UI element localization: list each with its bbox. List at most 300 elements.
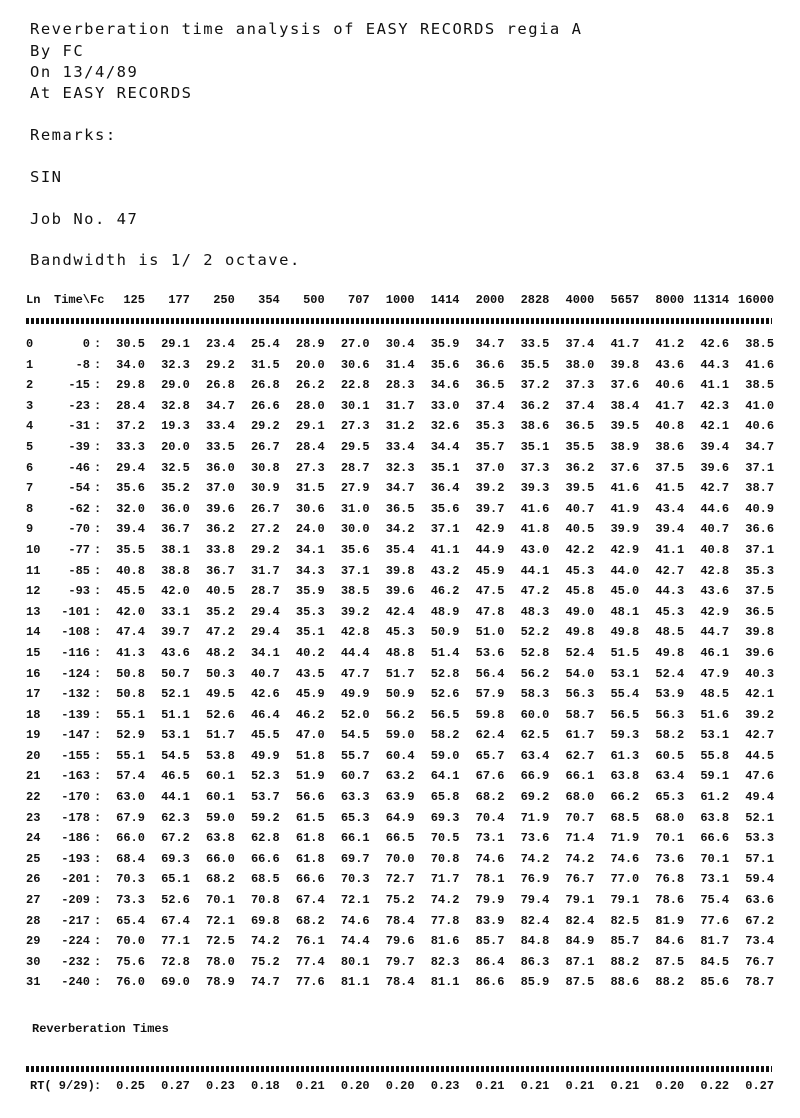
- level-cell: 43.6: [700, 584, 730, 599]
- level-cell: 47.5: [475, 584, 505, 599]
- level-cell: 30.6: [295, 501, 325, 516]
- time-value: -232: [61, 954, 90, 969]
- level-cell: 63.0: [116, 790, 145, 805]
- level-cell: 69.3: [430, 810, 460, 825]
- level-cell: 66.6: [295, 872, 325, 887]
- row-separator: :: [94, 584, 102, 599]
- level-cell: 37.0: [206, 481, 235, 496]
- rt-row-label: RT( 9/29): [30, 1079, 95, 1093]
- level-cell: 41.9: [610, 501, 640, 516]
- level-cell: 56.4: [475, 666, 505, 681]
- level-cell: 35.2: [206, 604, 235, 619]
- level-cell: 81.9: [655, 913, 685, 928]
- level-cell: 37.6: [610, 378, 640, 393]
- level-cell: 70.1: [206, 893, 235, 908]
- table-row: [26, 602, 774, 623]
- rt-values: [100, 1076, 774, 1097]
- level-cell: 31.7: [250, 563, 280, 578]
- row-separator: :: [94, 645, 102, 660]
- level-cell: 58.7: [565, 707, 595, 722]
- level-cell: 66.9: [520, 769, 550, 784]
- level-cell: 30.5: [116, 337, 145, 351]
- level-cell: 36.7: [206, 563, 235, 578]
- level-cell: 37.4: [565, 398, 595, 413]
- level-cell: 43.4: [655, 501, 685, 516]
- level-cell: 82.3: [430, 954, 460, 969]
- level-cell: 28.3: [385, 378, 415, 393]
- rt-value: 0.20: [655, 1079, 685, 1093]
- level-cell: 63.8: [206, 831, 235, 846]
- level-cell: 26.7: [250, 439, 280, 454]
- level-cell: 35.9: [295, 584, 325, 599]
- level-cell: 48.8: [385, 645, 415, 660]
- level-cell: 52.2: [520, 625, 550, 640]
- level-cell: 42.6: [250, 687, 280, 702]
- level-cell: 34.1: [295, 542, 325, 557]
- level-cell: 59.8: [475, 707, 505, 722]
- level-cell: 45.3: [655, 604, 685, 619]
- level-cell: 39.4: [116, 522, 145, 537]
- level-cell: 29.4: [250, 604, 280, 619]
- level-cell: 65.3: [340, 810, 370, 825]
- level-cell: 33.5: [206, 439, 235, 454]
- row-separator: :: [94, 872, 102, 887]
- level-cell: 47.6: [745, 769, 775, 784]
- level-cell: 37.1: [745, 542, 775, 557]
- level-cell: 72.1: [340, 893, 370, 908]
- line-number: 3: [26, 398, 34, 413]
- level-cell: 43.2: [430, 563, 460, 578]
- level-cell: 48.2: [206, 645, 235, 660]
- level-cell: 37.1: [340, 563, 370, 578]
- level-cell: 35.5: [565, 439, 595, 454]
- level-cell: 36.5: [745, 604, 775, 619]
- row-separator: :: [94, 419, 102, 434]
- level-cell: 73.6: [655, 851, 685, 866]
- level-cell: 45.5: [250, 728, 280, 743]
- level-cell: 67.4: [295, 893, 325, 908]
- level-cell: 67.4: [161, 913, 190, 928]
- level-cell: 81.7: [700, 934, 730, 949]
- decay-data-table: [26, 334, 774, 993]
- time-value: -124: [61, 666, 90, 681]
- line-number: 4: [26, 419, 34, 434]
- level-cell: 55.1: [116, 707, 145, 722]
- line-number: 27: [26, 893, 41, 908]
- col-header-frequency: 4000: [565, 293, 595, 307]
- table-row: [26, 458, 774, 479]
- rt-value: 0.20: [340, 1079, 370, 1093]
- table-row: [26, 890, 774, 911]
- line-number: 0: [26, 337, 34, 351]
- level-cell: 28.7: [340, 460, 370, 475]
- line-number: 23: [26, 810, 41, 825]
- level-cell: 29.0: [161, 378, 190, 393]
- level-cell: 56.3: [565, 687, 595, 702]
- level-cell: 45.9: [295, 687, 325, 702]
- row-separator: :: [94, 790, 102, 805]
- row-separator: :: [94, 975, 102, 990]
- level-cell: 55.1: [116, 748, 145, 763]
- line-number: 25: [26, 851, 41, 866]
- level-cell: 46.4: [250, 707, 280, 722]
- level-cell: 37.3: [565, 378, 595, 393]
- table-row: [26, 396, 774, 417]
- level-cell: 56.2: [385, 707, 415, 722]
- level-cell: 32.5: [161, 460, 190, 475]
- table-row: [26, 561, 774, 582]
- rt-value: 0.21: [295, 1079, 325, 1093]
- level-cell: 80.1: [340, 954, 370, 969]
- line-number: 7: [26, 481, 34, 496]
- rt-value: 0.27: [745, 1079, 775, 1093]
- level-cell: 40.6: [655, 378, 685, 393]
- level-cell: 47.9: [700, 666, 730, 681]
- level-cell: 77.6: [295, 975, 325, 990]
- level-cell: 44.5: [745, 748, 775, 763]
- line-number: 16: [26, 666, 41, 681]
- line-number: 14: [26, 625, 41, 640]
- table-row: [26, 355, 774, 376]
- level-cell: 61.8: [295, 851, 325, 866]
- level-cell: 32.6: [430, 419, 460, 434]
- level-cell: 33.5: [520, 337, 550, 351]
- level-cell: 59.4: [745, 872, 775, 887]
- level-cell: 50.9: [430, 625, 460, 640]
- time-value: -132: [61, 687, 90, 702]
- level-cell: 39.4: [655, 522, 685, 537]
- level-cell: 68.0: [655, 810, 685, 825]
- level-cell: 42.0: [116, 604, 145, 619]
- rt-value: 0.22: [700, 1079, 730, 1093]
- level-cell: 36.0: [206, 460, 235, 475]
- level-cell: 68.5: [250, 872, 280, 887]
- level-cell: 31.5: [295, 481, 325, 496]
- level-cell: 52.9: [116, 728, 145, 743]
- level-cell: 70.3: [340, 872, 370, 887]
- level-cell: 41.0: [745, 398, 775, 413]
- level-cell: 37.4: [475, 398, 505, 413]
- level-cell: 49.8: [655, 645, 685, 660]
- time-value: -39: [68, 439, 90, 454]
- level-cell: 56.2: [520, 666, 550, 681]
- level-cell: 86.3: [520, 954, 550, 969]
- level-cell: 66.2: [610, 790, 640, 805]
- level-cell: 36.7: [161, 522, 190, 537]
- level-cell: 82.4: [520, 913, 550, 928]
- row-separator: :: [94, 666, 102, 681]
- level-cell: 49.0: [565, 604, 595, 619]
- level-cell: 68.4: [116, 851, 145, 866]
- level-cell: 84.5: [700, 954, 730, 969]
- bandwidth-line: Bandwidth is 1/ 2 octave.: [30, 251, 301, 269]
- level-cell: 37.3: [520, 460, 550, 475]
- time-value: -85: [68, 563, 90, 578]
- rt-value: 0.21: [475, 1079, 505, 1093]
- level-cell: 65.3: [655, 790, 685, 805]
- level-cell: 78.7: [745, 975, 775, 990]
- row-separator: :: [94, 893, 102, 908]
- level-cell: 70.8: [430, 851, 460, 866]
- level-cell: 62.5: [520, 728, 550, 743]
- level-cell: 76.1: [295, 934, 325, 949]
- level-cell: 45.8: [565, 584, 595, 599]
- level-cell: 44.3: [700, 357, 730, 372]
- level-cell: 40.2: [295, 645, 325, 660]
- level-cell: 27.0: [340, 337, 370, 351]
- level-cell: 47.2: [206, 625, 235, 640]
- level-cell: 61.5: [295, 810, 325, 825]
- level-cell: 60.5: [655, 748, 685, 763]
- level-cell: 44.7: [700, 625, 730, 640]
- level-cell: 38.5: [340, 584, 370, 599]
- level-cell: 35.3: [745, 563, 775, 578]
- level-cell: 39.8: [385, 563, 415, 578]
- row-separator: :: [94, 810, 102, 825]
- level-cell: 43.6: [161, 645, 190, 660]
- level-cell: 44.9: [475, 542, 505, 557]
- level-cell: 56.6: [295, 790, 325, 805]
- level-cell: 49.9: [250, 748, 280, 763]
- level-cell: 35.6: [340, 542, 370, 557]
- level-cell: 51.6: [700, 707, 730, 722]
- level-cell: 39.7: [475, 501, 505, 516]
- rt-value: 0.21: [610, 1079, 640, 1093]
- level-cell: 25.4: [250, 337, 280, 351]
- level-cell: 26.2: [295, 378, 325, 393]
- level-cell: 66.6: [700, 831, 730, 846]
- table-row: [26, 478, 774, 499]
- level-cell: 64.9: [385, 810, 415, 825]
- level-cell: 35.3: [295, 604, 325, 619]
- line-number: 8: [26, 501, 34, 516]
- line-number: 21: [26, 769, 41, 784]
- level-cell: 30.0: [340, 522, 370, 537]
- level-cell: 35.5: [520, 357, 550, 372]
- row-separator: :: [94, 501, 102, 516]
- level-cell: 65.1: [161, 872, 190, 887]
- level-cell: 38.0: [565, 357, 595, 372]
- level-cell: 39.3: [520, 481, 550, 496]
- level-cell: 39.2: [475, 481, 505, 496]
- level-cell: 34.7: [385, 481, 415, 496]
- line-number: 11: [26, 563, 41, 578]
- line-number: 17: [26, 687, 41, 702]
- line-number: 10: [26, 542, 41, 557]
- level-cell: 38.1: [161, 542, 190, 557]
- time-value: -62: [68, 501, 90, 516]
- level-cell: 38.7: [745, 481, 775, 496]
- rt-value: 0.18: [250, 1079, 280, 1093]
- level-cell: 61.7: [565, 728, 595, 743]
- level-cell: 53.1: [700, 728, 730, 743]
- level-cell: 87.5: [565, 975, 595, 990]
- level-cell: 61.2: [700, 790, 730, 805]
- table-row: [26, 375, 774, 396]
- level-cell: 75.6: [116, 954, 145, 969]
- level-cell: 41.5: [655, 481, 685, 496]
- rt-value: 0.21: [565, 1079, 595, 1093]
- level-cell: 44.6: [700, 501, 730, 516]
- rt-rule: [26, 1066, 772, 1072]
- level-cell: 71.9: [610, 831, 640, 846]
- level-cell: 78.6: [655, 893, 685, 908]
- level-cell: 51.4: [430, 645, 460, 660]
- level-cell: 38.5: [745, 337, 775, 351]
- level-cell: 35.6: [116, 481, 145, 496]
- level-cell: 27.9: [340, 481, 370, 496]
- time-value: -139: [61, 707, 90, 722]
- level-cell: 70.0: [385, 851, 415, 866]
- table-row: [26, 766, 774, 787]
- level-cell: 67.6: [475, 769, 505, 784]
- level-cell: 32.3: [385, 460, 415, 475]
- col-header-frequency: 16000: [738, 293, 775, 307]
- table-row: [26, 622, 774, 643]
- level-cell: 73.1: [700, 872, 730, 887]
- row-separator: :: [94, 398, 102, 413]
- table-row: [26, 746, 774, 767]
- row-separator: :: [94, 913, 102, 928]
- level-cell: 33.4: [206, 419, 235, 434]
- time-value: -77: [68, 542, 90, 557]
- level-cell: 35.1: [520, 439, 550, 454]
- level-cell: 42.6: [700, 337, 730, 351]
- level-cell: 57.1: [745, 851, 775, 866]
- level-cell: 70.5: [430, 831, 460, 846]
- level-cell: 65.4: [116, 913, 145, 928]
- level-cell: 52.4: [655, 666, 685, 681]
- level-cell: 38.6: [520, 419, 550, 434]
- level-cell: 67.9: [116, 810, 145, 825]
- level-cell: 55.7: [340, 748, 370, 763]
- time-value: -93: [68, 584, 90, 599]
- level-cell: 68.0: [565, 790, 595, 805]
- level-cell: 42.3: [700, 398, 730, 413]
- level-cell: 88.2: [610, 954, 640, 969]
- level-cell: 31.4: [385, 357, 415, 372]
- level-cell: 53.8: [206, 748, 235, 763]
- level-cell: 62.4: [475, 728, 505, 743]
- level-cell: 68.2: [475, 790, 505, 805]
- row-separator: :: [94, 542, 102, 557]
- rt-value: 0.21: [520, 1079, 550, 1093]
- level-cell: 28.4: [116, 398, 145, 413]
- level-cell: 42.9: [700, 604, 730, 619]
- level-cell: 27.3: [340, 419, 370, 434]
- level-cell: 84.8: [520, 934, 550, 949]
- level-cell: 63.6: [745, 893, 775, 908]
- level-cell: 35.7: [475, 439, 505, 454]
- level-cell: 66.5: [385, 831, 415, 846]
- col-header-frequency: 2000: [475, 293, 505, 307]
- level-cell: 51.8: [295, 748, 325, 763]
- level-cell: 70.1: [700, 851, 730, 866]
- level-cell: 49.4: [745, 790, 775, 805]
- row-separator: :: [94, 728, 102, 743]
- level-cell: 48.5: [700, 687, 730, 702]
- level-cell: 38.8: [161, 563, 190, 578]
- level-cell: 50.7: [161, 666, 190, 681]
- level-cell: 52.6: [430, 687, 460, 702]
- level-cell: 41.1: [700, 378, 730, 393]
- level-cell: 79.4: [520, 893, 550, 908]
- level-cell: 40.8: [700, 542, 730, 557]
- level-cell: 69.0: [161, 975, 190, 990]
- level-cell: 52.4: [565, 645, 595, 660]
- time-value: -240: [61, 975, 90, 990]
- level-cell: 34.1: [250, 645, 280, 660]
- level-cell: 66.6: [250, 851, 280, 866]
- remarks-label: Remarks:: [30, 126, 117, 144]
- level-cell: 29.8: [116, 378, 145, 393]
- level-cell: 85.7: [475, 934, 505, 949]
- level-cell: 69.8: [250, 913, 280, 928]
- level-cell: 46.2: [295, 707, 325, 722]
- line-number: 31: [26, 975, 41, 990]
- reverberation-times-label: Reverberation Times: [32, 1022, 169, 1036]
- level-cell: 76.0: [116, 975, 145, 990]
- level-cell: 42.9: [475, 522, 505, 537]
- level-cell: 70.4: [475, 810, 505, 825]
- location-line: At EASY RECORDS: [30, 84, 193, 102]
- level-cell: 88.6: [610, 975, 640, 990]
- level-cell: 42.0: [161, 584, 190, 599]
- level-cell: 82.5: [610, 913, 640, 928]
- level-cell: 81.6: [430, 934, 460, 949]
- row-separator: :: [94, 439, 102, 454]
- level-cell: 43.5: [295, 666, 325, 681]
- rt-row: [26, 1076, 774, 1097]
- frequency-headers: [100, 290, 774, 311]
- date-line: On 13/4/89: [30, 63, 139, 81]
- level-cell: 60.1: [206, 790, 235, 805]
- level-cell: 75.4: [700, 893, 730, 908]
- level-cell: 51.7: [385, 666, 415, 681]
- level-cell: 71.4: [565, 831, 595, 846]
- level-cell: 26.7: [250, 501, 280, 516]
- time-value: -193: [61, 851, 90, 866]
- level-cell: 57.4: [116, 769, 145, 784]
- level-cell: 67.2: [161, 831, 190, 846]
- level-cell: 50.3: [206, 666, 235, 681]
- level-cell: 37.0: [475, 460, 505, 475]
- level-cell: 31.0: [340, 501, 370, 516]
- level-cell: 49.8: [565, 625, 595, 640]
- level-cell: 66.1: [565, 769, 595, 784]
- level-cell: 39.2: [340, 604, 370, 619]
- level-cell: 77.6: [700, 913, 730, 928]
- level-cell: 35.1: [295, 625, 325, 640]
- row-separator: :: [94, 831, 102, 846]
- level-cell: 79.9: [475, 893, 505, 908]
- level-cell: 37.4: [565, 337, 595, 351]
- level-cell: 41.7: [655, 398, 685, 413]
- col-header-frequency: 177: [168, 293, 190, 307]
- level-cell: 70.8: [250, 893, 280, 908]
- level-cell: 74.2: [430, 893, 460, 908]
- level-cell: 79.6: [385, 934, 415, 949]
- level-cell: 52.8: [520, 645, 550, 660]
- level-cell: 39.5: [610, 419, 640, 434]
- table-row: [26, 416, 774, 437]
- time-value: -163: [61, 769, 90, 784]
- level-cell: 72.5: [206, 934, 235, 949]
- col-header-frequency: 354: [258, 293, 280, 307]
- level-cell: 39.8: [610, 357, 640, 372]
- level-cell: 32.3: [161, 357, 190, 372]
- level-cell: 52.0: [340, 707, 370, 722]
